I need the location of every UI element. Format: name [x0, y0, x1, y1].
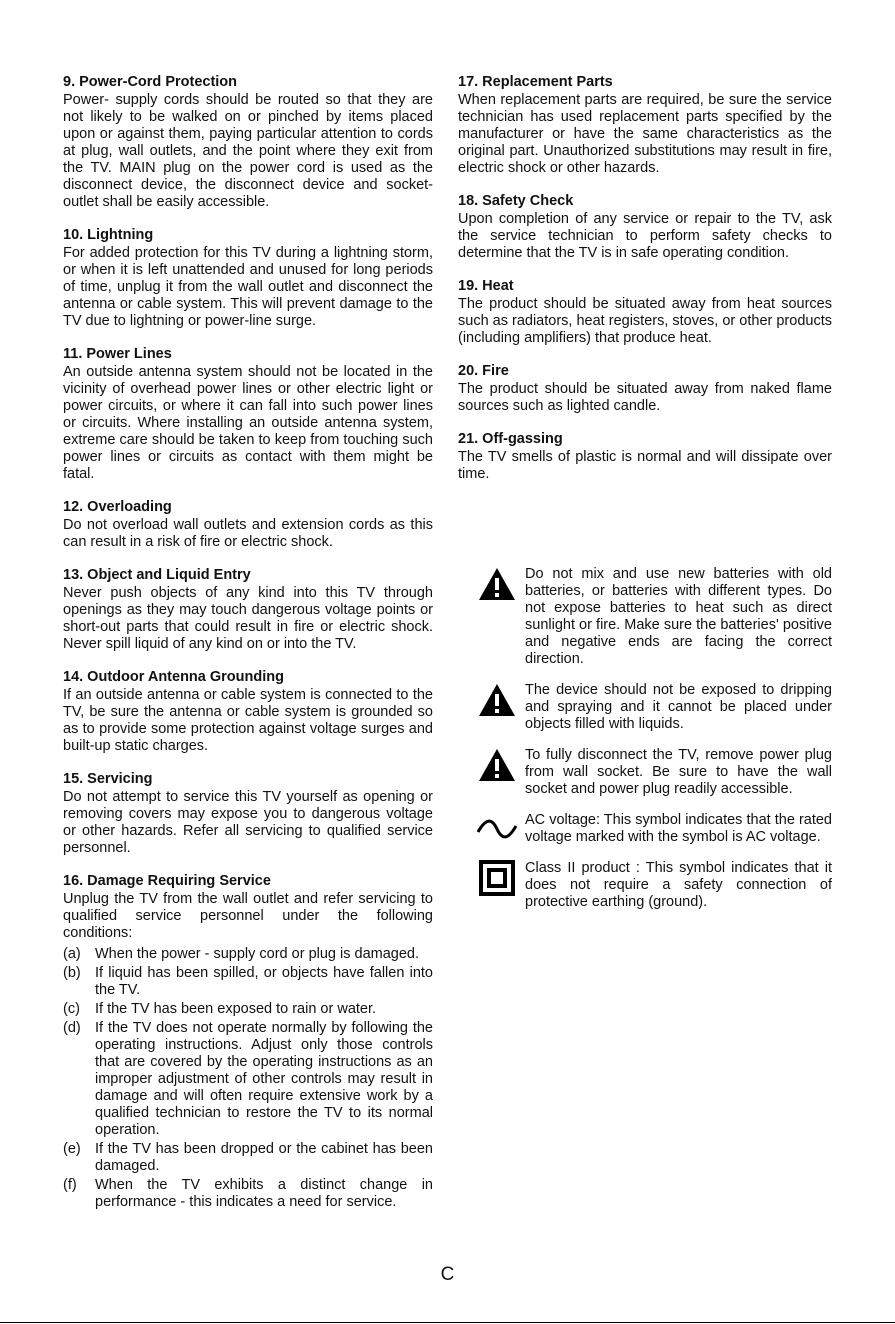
page-letter: C — [440, 1264, 455, 1285]
section-body: Never push objects of any kind into this TV through openings as they may touch dangerous voltage points or short-out parts that could result in fire or electric shock. Never spill liquid of any kind on or into the TV. — [63, 585, 433, 652]
left-column — [63, 73, 433, 1226]
section-title: 17. Replacement Parts — [458, 74, 613, 90]
section-body: Do not attempt to service this TV yourself as opening or removing covers may expose you to dangerous voltage or other hazards. Refer all servicing to qualified service personnel. — [63, 789, 433, 856]
list-item — [63, 1141, 433, 1175]
list-item — [63, 965, 433, 999]
section-title: 10. Lightning — [63, 227, 154, 243]
section-safety-check — [458, 192, 832, 262]
section-power-cord-protection — [63, 73, 433, 211]
section-servicing — [63, 770, 433, 857]
section-title: 12. Overloading — [63, 499, 172, 515]
list-item-text: If the TV has been dropped or the cabinet has been damaged. — [95, 1141, 433, 1174]
section-body: If an outside antenna or cable system is connected to the TV, be sure the antenna or cable system is grounded so as to provide some protection against voltage surges and built-up static charges. — [63, 687, 433, 754]
warning-triangle-icon — [468, 682, 525, 733]
dripping-warning — [468, 682, 832, 733]
section-damage-requiring-service — [63, 872, 433, 1211]
list-item — [63, 1177, 433, 1211]
ac-voltage-icon — [468, 812, 525, 846]
section-body: An outside antenna system should not be located in the vicinity of overhead power lines or other electric light or power circuits, or where it can fall into such power lines or circuits. Where installing an outside antenna system, extreme care should be taken to keep from touching such power lines or circuits as contact with them might be fatal. — [63, 364, 433, 482]
section-body: When replacement parts are required, be sure the service technician has used replacement parts specified by the manufacturer or have the same characteristics as the original part. Unauthorized substitutions may result in fire, electric shock or other hazards. — [458, 92, 832, 176]
battery-warning — [468, 566, 832, 668]
section-lightning — [63, 226, 433, 330]
section-body: The product should be situated away from naked flame sources such as lighted candle. — [458, 381, 832, 414]
class-ii-icon — [468, 860, 525, 911]
section-power-lines — [63, 345, 433, 483]
section-title: 9. Power-Cord Protection — [63, 74, 238, 90]
list-item-label: (b) — [63, 965, 81, 981]
section-title: 14. Outdoor Antenna Grounding — [63, 669, 284, 685]
list-item — [63, 1001, 433, 1018]
warning-text: To fully disconnect the TV, remove power plug from wall socket. Be sure to have the wall socket and power plug readily accessible. — [525, 747, 832, 797]
section-title: 15. Servicing — [63, 771, 153, 787]
class-ii-note — [468, 860, 832, 911]
section-off-gassing — [458, 430, 832, 483]
list-item-text: When the TV exhibits a distinct change in performance - this indicates a need for service. — [95, 1177, 433, 1210]
section-title: 19. Heat — [458, 278, 514, 294]
right-column — [458, 73, 832, 498]
section-body: Upon completion of any service or repair to the TV, ask the service technician to perform safety checks to determine that the TV is in safe operating condition. — [458, 211, 832, 261]
section-title: 11. Power Lines — [63, 346, 172, 362]
bottom-divider — [0, 1322, 895, 1323]
section-replacement-parts — [458, 73, 832, 177]
section-title: 20. Fire — [458, 363, 509, 379]
section-outdoor-antenna-grounding — [63, 668, 433, 755]
section-body: The product should be situated away from heat sources such as radiators, heat registers, stoves, or other products (including amplifiers) that produce heat. — [458, 296, 832, 346]
list-item — [63, 1020, 433, 1139]
section-title: 16. Damage Requiring Service — [63, 873, 271, 889]
section-body: For added protection for this TV during a lightning storm, or when it is left unattended and unused for long periods of time, unplug it from the wall outlet and disconnect the antenna or cable system. This will prevent damage to the TV due to lightning or power-line surge. — [63, 245, 433, 329]
section-body: Unplug the TV from the wall outlet and refer servicing to qualified service personnel under the following conditions: — [63, 891, 433, 941]
list-item-label: (e) — [63, 1141, 81, 1157]
list-item-text: When the power - supply cord or plug is damaged. — [95, 946, 420, 962]
section-overloading — [63, 498, 433, 551]
list-item-text: If the TV does not operate normally by following the operating instructions. Adjust only those controls that are covered by the operating instructions as an improper adjustment of other controls may result in damage and will often require extensive work by a qualified technician to restore the TV to its normal operation. — [95, 1020, 433, 1138]
section-heat — [458, 277, 832, 347]
section-title: 21. Off-gassing — [458, 431, 563, 447]
section-object-liquid-entry — [63, 566, 433, 653]
section-body: Power- supply cords should be routed so that they are not likely to be walked on or pinched by items placed upon or against them, paying particular attention to cords at plug, wall outlets, and the point where they exit from the TV. MAIN plug on the power cord is used as the disconnect device, the disconnect device and socket-outlet shall be easily accessible. — [63, 92, 433, 210]
list-item-label: (c) — [63, 1001, 80, 1017]
disconnect-warning — [468, 747, 832, 798]
section-body: The TV smells of plastic is normal and will dissipate over time. — [458, 449, 832, 482]
section-fire — [458, 362, 832, 415]
symbol-text: AC voltage: This symbol indicates that the rated voltage marked with the symbol is AC voltage. — [525, 812, 832, 845]
warning-text: Do not mix and use new batteries with old batteries, or batteries with different types. Do not expose batteries to heat such as direct sunlight or fire. Make sure the batteries' positive and negative ends are facing the correct direction. — [525, 566, 832, 667]
warning-text: The device should not be exposed to dripping and spraying and it cannot be placed under objects filled with liquids. — [525, 682, 832, 732]
warning-triangle-icon — [468, 747, 525, 798]
section-title: 13. Object and Liquid Entry — [63, 567, 251, 583]
list-item-text: If liquid has been spilled, or objects have fallen into the TV. — [95, 965, 433, 998]
list-item-label: (a) — [63, 946, 81, 962]
safety-symbols-list — [468, 566, 832, 925]
section-body: Do not overload wall outlets and extension cords as this can result in a risk of fire or electric shock. — [63, 517, 433, 550]
list-item-text: If the TV has been exposed to rain or water. — [95, 1001, 377, 1017]
warning-triangle-icon — [468, 566, 525, 668]
list-item-label: (f) — [63, 1177, 77, 1193]
ac-voltage-note — [468, 812, 832, 846]
list-item — [63, 946, 433, 963]
list-item-label: (d) — [63, 1020, 81, 1036]
symbol-text: Class II product : This symbol indicates that it does not require a safety connection of protective earthing (ground). — [525, 860, 832, 910]
section-title: 18. Safety Check — [458, 193, 574, 209]
